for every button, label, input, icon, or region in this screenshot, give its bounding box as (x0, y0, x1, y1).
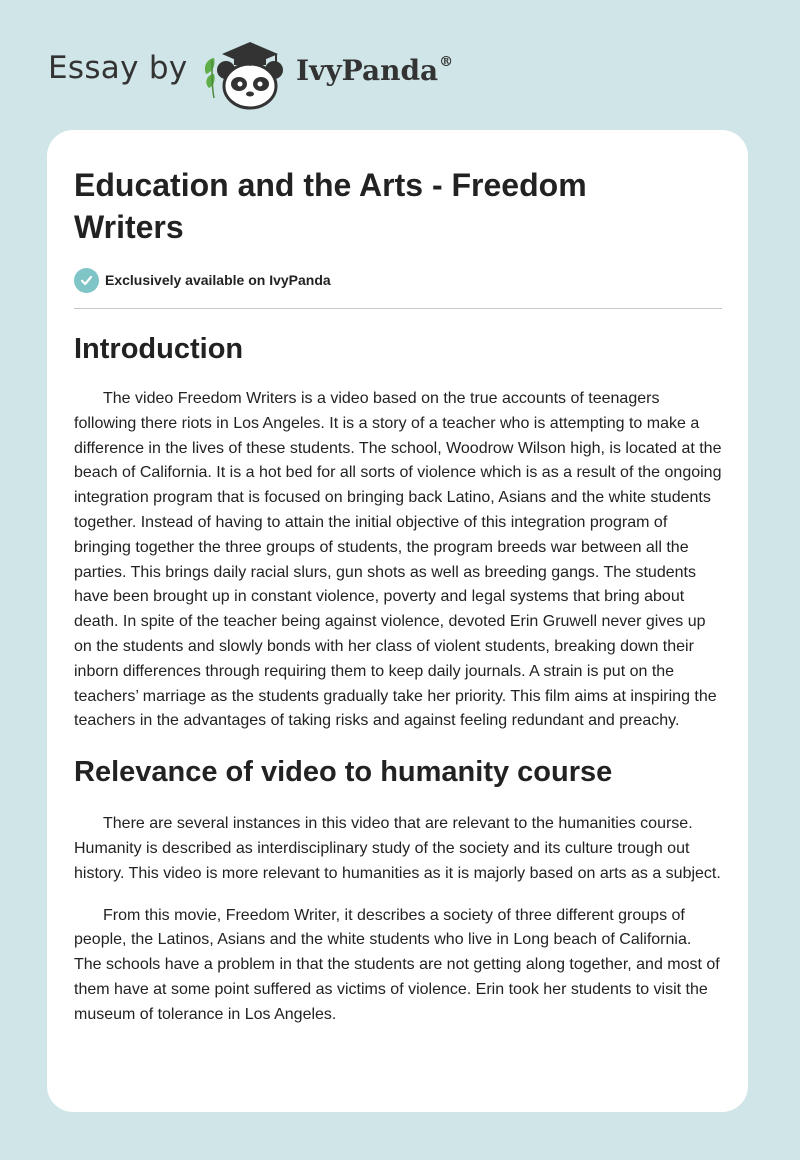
essay-by-label: Essay by (48, 50, 188, 86)
paragraph: There are several instances in this video that are relevant to the humanities course. Humanity is described as interdisciplinary study of the society and its culture trough out history. This video is more relevant to humanities as it is majorly based on arts as a subject. (74, 815, 721, 882)
section-heading-introduction: Introduction (74, 333, 244, 365)
check-circle-icon (74, 268, 99, 293)
ivypanda-brand-name[interactable] (296, 54, 453, 87)
essay-card (47, 130, 748, 1112)
brand-text: IvyPanda (296, 54, 439, 87)
paragraph: From this movie, Freedom Writer, it describes a society of three different groups of people, the Latinos, Asians and the white students who live in Long beach of California. The schools have a problem in that the students are not getting along together, and most of them have at some point suffered as victims of violence. Erin took her students to visit the museum of tolerance in Los Angeles. (74, 906, 720, 1023)
exclusive-badge (74, 266, 722, 294)
paragraph: The video Freedom Writers is a video based on the true accounts of teenagers following there riots in Los Angeles. It is a story of a teacher who is attempting to make a difference in the lives of these students. The school, Woodrow Wilson high, is located at the beach of California. It is a hot bed for all sorts of violence which is as a result of the ongoing integration program that is focused on bringing back Latino, Asians and the white students together. Instead of having to attain the initial objective of this integration program of bringing together the three groups of students, the program breeds war between all the parties. This brings daily racial slurs, gun shots as well as breeding gangs. The students have been brought up in constant violence, poverty and legal systems that bring about death. In spite of the teacher being against violence, devoted Erin Gruwell never gives up on the students and slowly bonds with her class of violent students, breaking down their inborn differences through requiring them to keep daily journals. A strain is put on the teachers’ marriage as the students gradually take her priority. This film aims at inspiring the teachers in the advantages of taking risks and against feeling redundant and preachy. (74, 390, 722, 730)
site-header (0, 0, 800, 130)
section-heading-relevance: Relevance of video to humanity course (74, 756, 613, 789)
title-divider (74, 308, 722, 309)
registered-mark: ® (439, 54, 454, 70)
panda-graduate-logo-icon[interactable] (200, 36, 296, 110)
exclusive-badge-label: Exclusively available on IvyPanda (105, 272, 331, 288)
essay-title: Education and the Arts - Freedom Writers (74, 167, 587, 245)
